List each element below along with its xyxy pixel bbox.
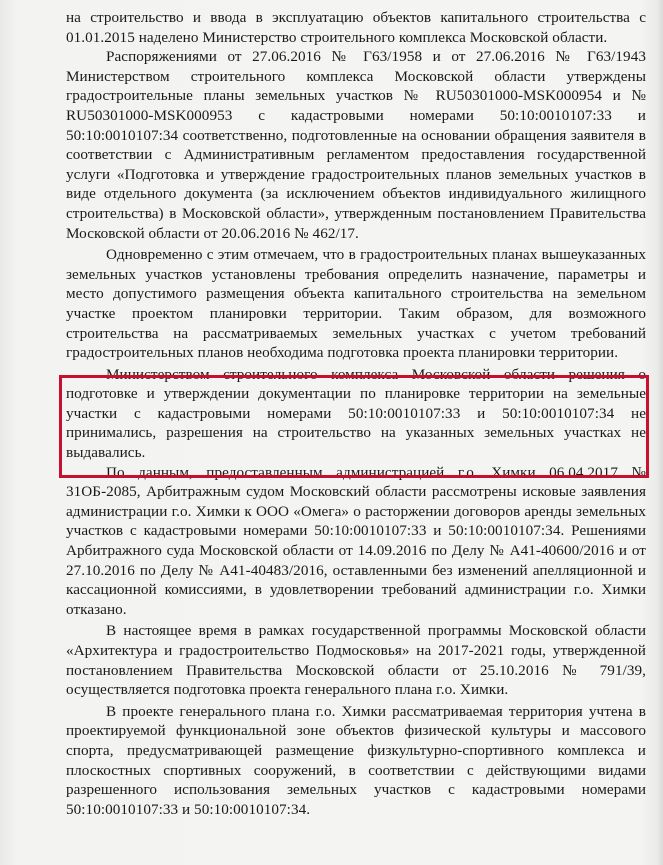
paragraph-2: Распоряжениями от 27.06.2016 № Г63/1958 и от 27.06.2016 № Г63/1943 Министерством строительного комплекса Московской области утверждены градостроительные планы земельных участков № RU50301000-MSK000954 и № RU50301000-MSK000953 с кадастровыми номерами 50:10:0010107:33 и 50:10:0010107:34 соответственно, подготовленные на основании обращения заявителя в соответствии с Административным регламентом предоставления государственной услуги «Подготовка и утверждение градостроительных планов земельных участков в виде отдельного документа (за исключением объектов индивидуального жилищного строительства) в Московской области», утвержденным постановлением Правительства Московской области от 20.06.2016 № 462/17.	[66, 48, 646, 242]
paragraph-1: на строительство и ввода в эксплуатацию объектов капитального строительства с 01.01.2015 наделено Министерство строительного комплекса Московской области.	[66, 9, 646, 46]
page-edge-shadow	[657, 0, 663, 865]
paragraph-3: Одновременно с этим отмечаем, что в градостроительных планах вышеуказанных земельных участков установлены требования определить назначение, параметры и место допустимого размещения объекта капитального строительства на земельном участке проектом планировки территории. Таким образом, для возможного строительства на рассматриваемых земельных участках с учетом требований градостроительных планов необходима подготовка проекта планировки территории.	[66, 246, 646, 362]
paragraph-5: По данным, предоставленным администрацией г.о. Химки 06.04.2017 № 31ОБ-2085, Арбитражным судом Московский области рассмотрены исковые заявления администрации г.о. Химки к ООО «Омега» о расторжении договоров аренды земельных участков с кадастровыми номерами 50:10:0010107:33 и 50:10:0010107:34. Решениями Арбитражного суда Московской области от 14.09.2016 по Делу № А41-40600/2016 и от 27.10.2016 по Делу № А41-40483/2016, оставленными без изменений апелляционной и кассационной комиссиями, в удовлетворении требований администрации г.о. Химки отказано.	[66, 463, 646, 618]
paragraph-4-highlighted: Министерством строительного комплекса Московской области решения о подготовке и утверждении документации по планировке территории на земельные участки с кадастровыми номерами 50:10:0010107:33 и 50:10:0010107:34 не принимались, разрешения на строительство на указанных земельных участках не выдавались.	[66, 365, 646, 462]
paragraph-6: В настоящее время в рамках государственной программы Московской области «Архитектура и градостроительство Подмосковья» на 2017-2021 годы, утвержденной постановлением Правительства Московской области от 25.10.2016 № 791/39, осуществляется подготовка проекта генерального плана г.о. Химки.	[66, 622, 646, 699]
highlight-frame	[59, 375, 649, 478]
paragraph-7: В проекте генерального плана г.о. Химки рассматриваемая территория учтена в проектируемой функциональной зоне объектов физической культуры и массового спорта, предусматривающей размещение физкультурно-спортивного комплекса и плоскостных спортивных сооружений, в соответствии с действующими видами разрешенного использования земельных участков с кадастровыми номерами 50:10:0010107:33 и 50:10:0010107:34.	[66, 702, 646, 818]
